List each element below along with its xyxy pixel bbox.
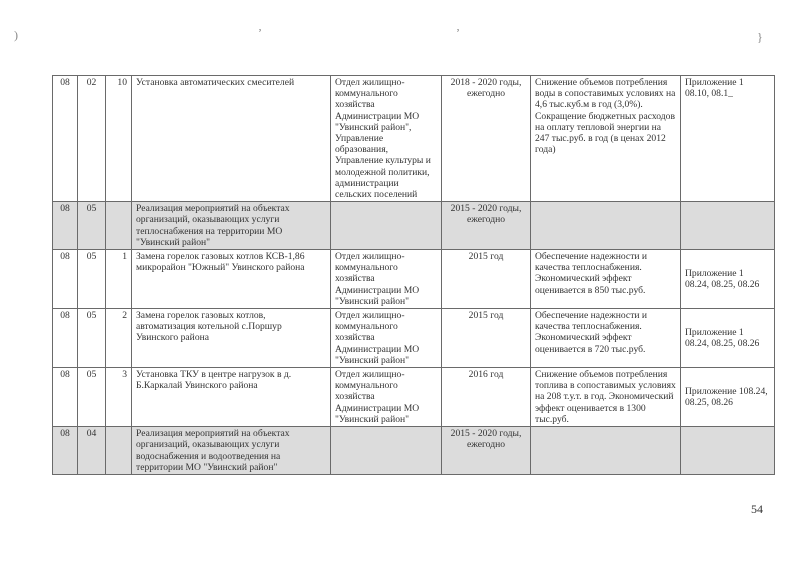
code-item: 1 — [106, 250, 132, 309]
appendix-ref — [681, 427, 775, 475]
measure-title: Реализация мероприятий на объектах организаций, оказывающих услуги теплоснабжения на территории МО "Увинский район" — [132, 202, 331, 250]
responsible — [331, 202, 442, 250]
measure-title: Реализация мероприятий на объектах организаций, оказывающих услуги водоснабжения и водоотведения на территории МО "Увинский район" — [132, 427, 331, 475]
responsible: Отдел жилищно-коммунального хозяйства Администрации МО "Увинский район", Управление образования, Управление культуры и молодежной политики, администрации сельских поселений — [331, 76, 442, 202]
code-section: 08 — [53, 76, 78, 202]
scan-mark: ʼ — [456, 26, 460, 40]
period: 2015 - 2020 годы, ежегодно — [442, 202, 531, 250]
effect: Снижение объемов потребления топлива в сопоставимых условиях на 208 т.у.т. в год. Экономический эффект оценивается в 1300 тыс.руб. — [531, 368, 681, 427]
code-subsection: 05 — [78, 202, 106, 250]
measure-title: Замена горелок газовых котлов КСВ-1,86 микрорайон "Южный" Увинского района — [132, 250, 331, 309]
responsible: Отдел жилищно-коммунального хозяйства Администрации МО "Увинский район" — [331, 309, 442, 368]
measure-title: Установка ТКУ в центре нагрузок в д. Б.Каркалай Увинского района — [132, 368, 331, 427]
appendix-ref: Приложение 108.24, 08.25, 08.26 — [681, 368, 775, 427]
code-item — [106, 202, 132, 250]
appendix-ref: Приложение 1 08.24, 08.25, 08.26 — [681, 250, 775, 309]
effect: Обеспечение надежности и качества теплоснабжения. Экономический эффект оценивается в 720 тыс.руб. — [531, 309, 681, 368]
period: 2015 год — [442, 250, 531, 309]
effect: Снижение объемов потребления воды в сопоставимых условиях на 4,6 тыс.куб.м в год (3,0%). Сокращение бюджетных расходов на оплату тепловой энергии на 247 тыс.руб. в год (в ценах 2012 года) — [531, 76, 681, 202]
effect: Обеспечение надежности и качества теплоснабжения. Экономический эффект оценивается в 850 тыс.руб. — [531, 250, 681, 309]
measure-title: Установка автоматических смесителей — [132, 76, 331, 202]
table-row — [53, 76, 775, 202]
code-section: 08 — [53, 368, 78, 427]
table-row-section — [53, 202, 775, 250]
table-row — [53, 250, 775, 309]
code-subsection: 05 — [78, 309, 106, 368]
responsible: Отдел жилищно-коммунального хозяйства Администрации МО "Увинский район" — [331, 368, 442, 427]
code-item: 2 — [106, 309, 132, 368]
scan-mark: ) — [14, 28, 18, 42]
scan-mark: } — [757, 30, 763, 44]
code-item: 10 — [106, 76, 132, 202]
table-row — [53, 309, 775, 368]
period: 2018 - 2020 годы, ежегодно — [442, 76, 531, 202]
code-subsection: 05 — [78, 250, 106, 309]
scan-mark: ʼ — [258, 26, 262, 40]
effect — [531, 427, 681, 475]
code-subsection: 02 — [78, 76, 106, 202]
code-subsection: 05 — [78, 368, 106, 427]
code-item: 3 — [106, 368, 132, 427]
table-row — [53, 368, 775, 427]
code-subsection: 04 — [78, 427, 106, 475]
period: 2016 год — [442, 368, 531, 427]
measures-table — [52, 75, 775, 475]
code-section: 08 — [53, 427, 78, 475]
page-number: 54 — [751, 502, 763, 516]
code-item — [106, 427, 132, 475]
responsible: Отдел жилищно-коммунального хозяйства Администрации МО "Увинский район" — [331, 250, 442, 309]
appendix-ref: Приложение 1 08.10, 08.1_ — [681, 76, 775, 202]
effect — [531, 202, 681, 250]
code-section: 08 — [53, 202, 78, 250]
responsible — [331, 427, 442, 475]
measure-title: Замена горелок газовых котлов, автоматизация котельной с.Поршур Увинского района — [132, 309, 331, 368]
period: 2015 - 2020 годы, ежегодно — [442, 427, 531, 475]
appendix-ref — [681, 202, 775, 250]
code-section: 08 — [53, 250, 78, 309]
table-row-section — [53, 427, 775, 475]
code-section: 08 — [53, 309, 78, 368]
period: 2015 год — [442, 309, 531, 368]
appendix-ref: Приложение 1 08.24, 08.25, 08.26 — [681, 309, 775, 368]
